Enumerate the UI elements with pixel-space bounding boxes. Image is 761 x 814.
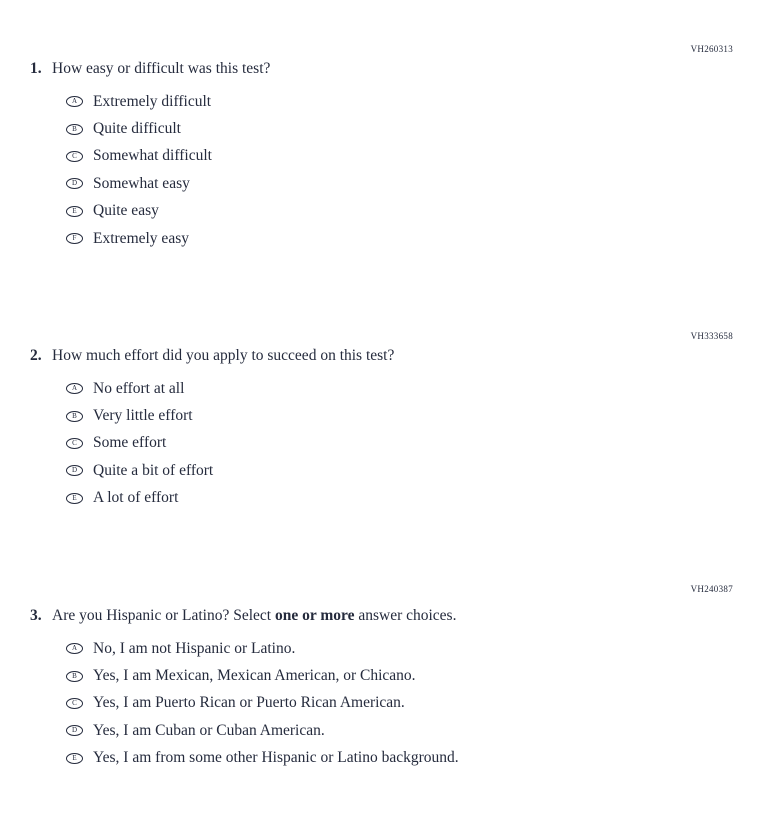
answer-option-label: Yes, I am Mexican, Mexican American, or Chicano. [93,667,416,685]
answer-option[interactable] [66,662,761,689]
answer-bubble-icon[interactable]: E [66,206,83,217]
question-1 [0,44,761,252]
answer-option-label: Very little effort [93,407,193,425]
answer-bubble-icon[interactable]: A [66,383,83,394]
answer-option[interactable] [66,198,761,225]
answer-option-label: Some effort [93,434,167,452]
answer-option-label: Extremely easy [93,229,189,247]
question-3-text-post: answer choices. [354,607,457,624]
answer-option[interactable] [66,402,761,429]
answer-option[interactable] [66,143,761,170]
question-3-options [0,635,761,772]
answer-option-label: Yes, I am Cuban or Cuban American. [93,721,325,739]
answer-option[interactable] [66,430,761,457]
answer-option-label: No effort at all [93,379,185,397]
question-1-options [0,88,761,252]
answer-option-label: Quite easy [93,202,159,220]
answer-option[interactable] [66,717,761,744]
answer-bubble-icon[interactable]: E [66,753,83,764]
answer-option[interactable] [66,485,761,512]
answer-bubble-icon[interactable]: B [66,124,83,135]
question-3 [0,584,761,772]
answer-bubble-icon[interactable]: C [66,151,83,162]
answer-option-label: Quite difficult [93,120,181,138]
answer-bubble-icon[interactable]: A [66,643,83,654]
answer-bubble-icon[interactable]: E [66,493,83,504]
answer-option[interactable] [66,690,761,717]
answer-option-label: A lot of effort [93,489,179,507]
answer-option-label: Extremely difficult [93,92,212,110]
question-1-text: How easy or difficult was this test? [52,60,271,77]
answer-option-label: Somewhat easy [93,174,190,192]
question-1-number: 1. [30,60,42,77]
question-2 [0,331,761,512]
question-2-stem [0,346,761,366]
answer-bubble-icon[interactable]: D [66,178,83,189]
answer-option[interactable] [66,225,761,252]
answer-bubble-icon[interactable]: B [66,671,83,682]
answer-option-label: No, I am not Hispanic or Latino. [93,639,296,657]
answer-option[interactable] [66,375,761,402]
answer-option[interactable] [66,635,761,662]
answer-option[interactable] [66,457,761,484]
question-2-accession-code: VH333658 [690,331,733,341]
question-2-text: How much effort did you apply to succeed on this test? [52,347,395,364]
question-2-number: 2. [30,347,42,364]
answer-bubble-icon[interactable]: B [66,411,83,422]
answer-option-label: Somewhat difficult [93,147,212,165]
answer-option-label: Quite a bit of effort [93,461,214,479]
answer-bubble-icon[interactable]: A [66,96,83,107]
question-3-text [52,606,456,626]
question-3-text-pre: Are you Hispanic or Latino? Select [52,607,275,624]
answer-option-label: Yes, I am Puerto Rican or Puerto Rican American. [93,694,405,712]
answer-option-label: Yes, I am from some other Hispanic or Latino background. [93,749,459,767]
question-1-accession-code: VH260313 [690,44,733,54]
answer-bubble-icon[interactable]: D [66,465,83,476]
answer-bubble-icon[interactable]: C [66,698,83,709]
question-2-options [0,375,761,512]
question-3-text-bold: one or more [274,607,355,624]
answer-bubble-icon[interactable]: F [66,233,83,244]
question-3-number: 3. [30,607,42,624]
answer-option[interactable] [66,745,761,772]
question-1-stem [0,59,761,79]
answer-bubble-icon[interactable]: C [66,438,83,449]
answer-option[interactable] [66,115,761,142]
answer-option[interactable] [66,170,761,197]
answer-bubble-icon[interactable]: D [66,725,83,736]
question-3-stem [0,606,761,626]
question-3-accession-code: VH240387 [690,584,733,594]
answer-option[interactable] [66,88,761,115]
